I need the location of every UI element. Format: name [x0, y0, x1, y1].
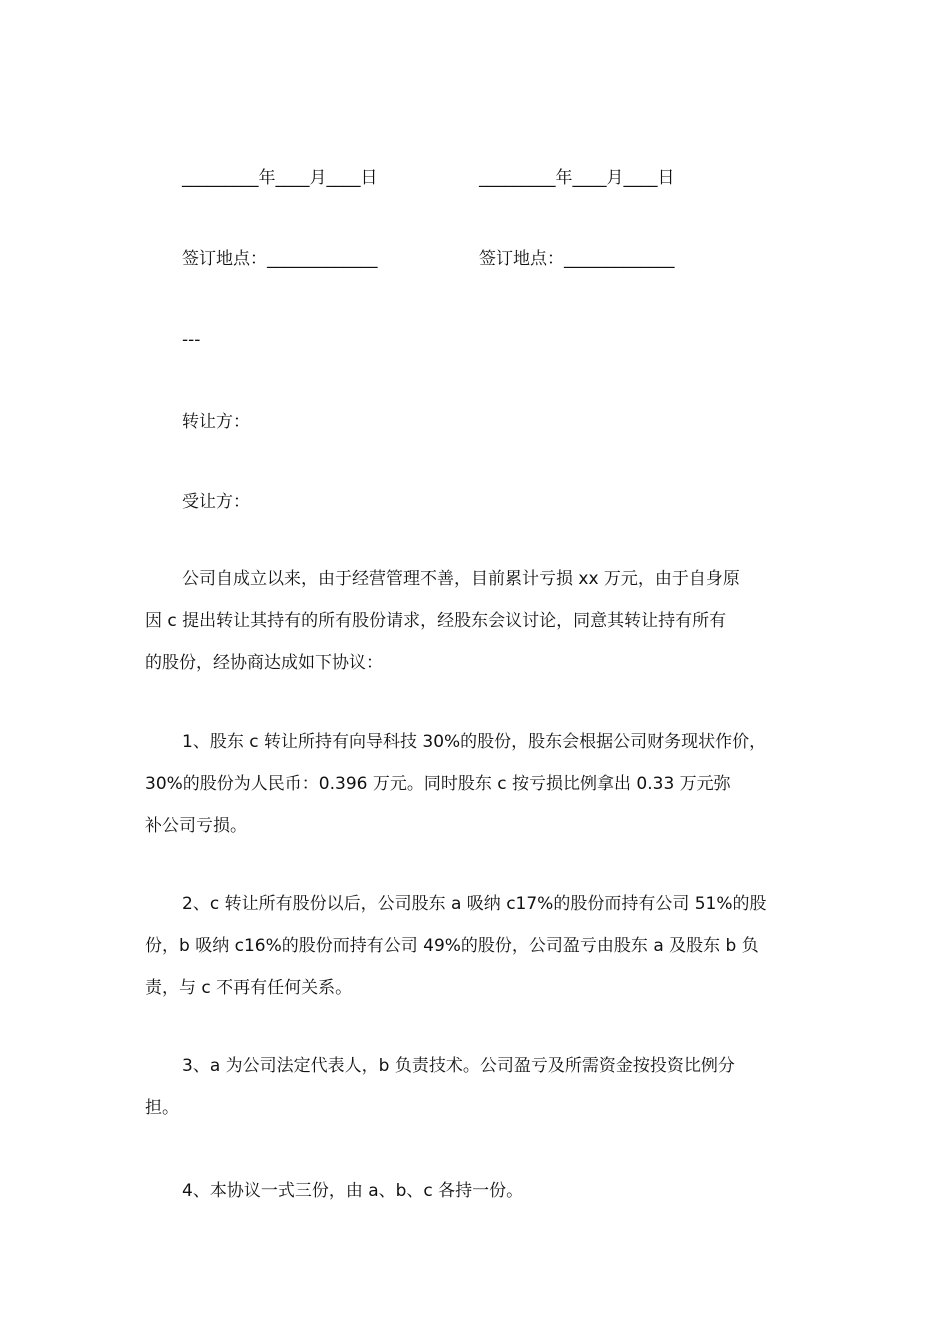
right-signing-place: 签订地点：_____________: [479, 249, 675, 269]
clause-3-paragraph: [145, 1045, 810, 1129]
transferee-label: 受让方：: [182, 492, 250, 512]
clause-3-line-1: 3、a 为公司法定代表人，b 负责技术。公司盈亏及所需资金按投资比例分: [182, 1056, 735, 1076]
intro-line-1: 公司自成立以来，由于经营管理不善，目前累计亏损 xx 万元，由于自身原: [182, 569, 740, 589]
intro-paragraph: [145, 558, 810, 684]
clause-2-line-3: 责，与 c 不再有任何关系。: [145, 978, 353, 998]
left-signing-place: 签订地点：_____________: [182, 249, 378, 269]
transferor-label: 转让方：: [182, 412, 250, 432]
clause-2-line-2: 份，b 吸纳 c16%的股份而持有公司 49%的股份，公司盈亏由股东 a 及股东 b 负: [145, 936, 759, 956]
clause-1-line-3: 补公司亏损。: [145, 816, 247, 836]
clause-4-paragraph: [145, 1170, 810, 1212]
clause-1-paragraph: [145, 721, 810, 847]
intro-line-3: 的股份，经协商达成如下协议：: [145, 653, 383, 673]
clause-2-paragraph: [145, 883, 810, 1009]
clause-2-line-1: 2、c 转让所有股份以后，公司股东 a 吸纳 c17%的股份而持有公司 51%的股: [182, 894, 767, 914]
right-signing-date: _________年____月____日: [479, 168, 675, 188]
clause-3-line-2: 担。: [145, 1098, 179, 1118]
intro-line-2: 因 c 提出转让其持有的所有股份请求，经股东会议讨论，同意其转让持有所有: [145, 611, 727, 631]
section-separator: ---: [182, 330, 201, 350]
clause-4-line-1: 4、本协议一式三份，由 a、b、c 各持一份。: [182, 1181, 524, 1201]
clause-1-line-1: 1、股东 c 转让所持有向导科技 30%的股份，股东会根据公司财务现状作价，: [182, 732, 767, 752]
left-signing-date: _________年____月____日: [182, 168, 378, 188]
clause-1-line-2: 30%的股份为人民币：0.396 万元。同时股东 c 按亏损比例拿出 0.33 万元弥: [145, 774, 731, 794]
